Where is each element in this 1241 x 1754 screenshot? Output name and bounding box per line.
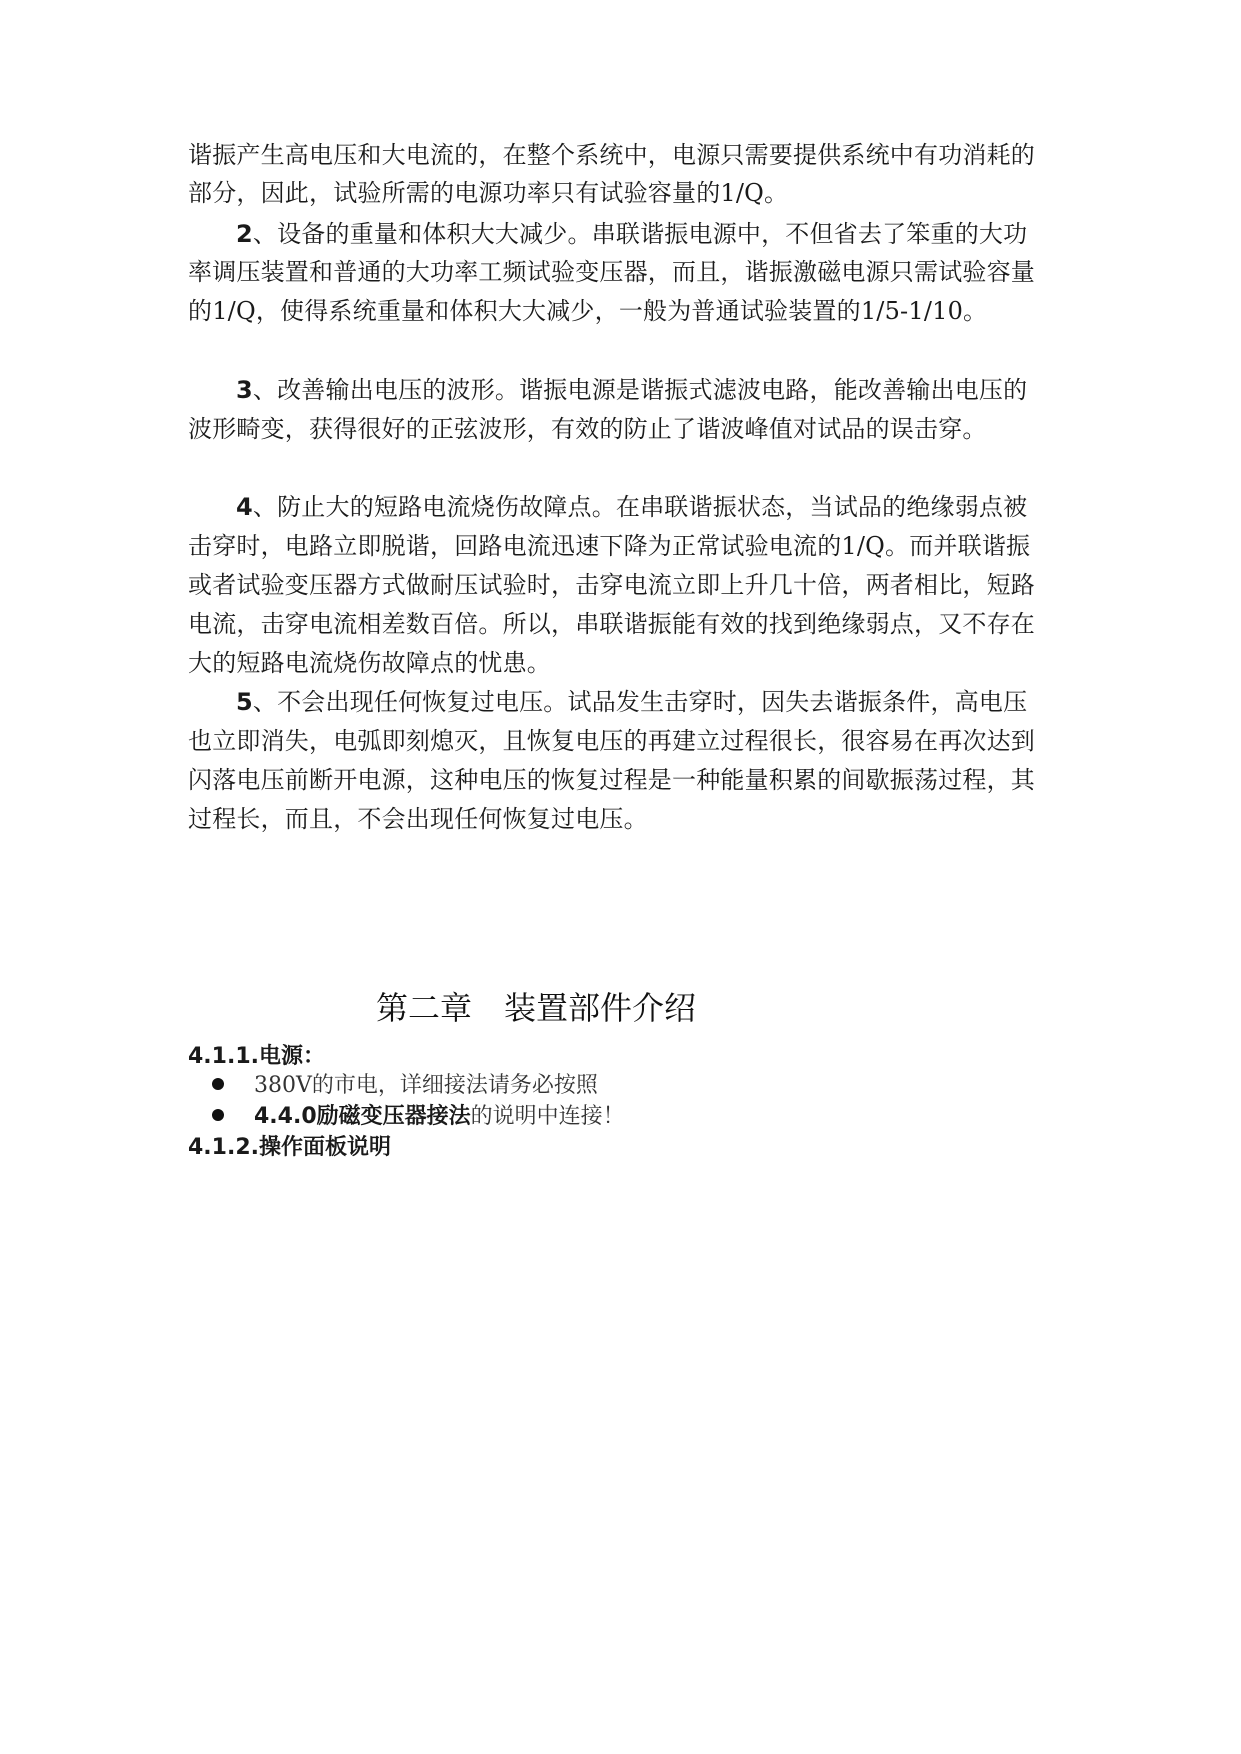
paragraph-line: 谐振产生高电压和大电流的，在整个系统中，电源只需要提供系统中有功消耗的 [188, 141, 1035, 169]
paragraph-line [236, 687, 1027, 717]
paragraph-line: 大的短路电流烧伤故障点的忧患。 [188, 649, 551, 677]
paragraph-text: 、设备的重量和体积大大减少。串联谐振电源中，不但省去了笨重的大功 [252, 220, 1028, 248]
item-number: 4 [236, 493, 253, 521]
paragraph-text: 、改善输出电压的波形。谐振电源是谐振式滤波电路，能改善输出电压的 [252, 376, 1028, 404]
paragraph-line: 击穿时，电路立即脱谐，回路电流迅速下降为正常试验电流的1/Q。而并联谐振 [188, 532, 1031, 560]
list-item-text: 380V的市电，详细接法请务必按照 [254, 1073, 598, 1098]
paragraph-line [236, 375, 1027, 405]
paragraph-text: 、不会出现任何恢复过电压。试品发生击穿时，因失去谐振条件，高电压 [252, 688, 1028, 716]
paragraph-line [236, 492, 1027, 522]
list-item [212, 1103, 625, 1131]
list-item [212, 1072, 598, 1100]
paragraph-line: 闪落电压前断开电源，这种电压的恢复过程是一种能量积累的间歇振荡过程，其 [188, 766, 1035, 794]
paragraph-line: 部分，因此，试验所需的电源功率只有试验容量的1/Q。 [188, 179, 789, 207]
paragraph-line: 或者试验变压器方式做耐压试验时，击穿电流立即上升几十倍，两者相比，短路 [188, 571, 1035, 599]
paragraph-line: 的1/Q，使得系统重量和体积大大减少，一般为普通试验装置的1/5-1/10。 [188, 297, 988, 325]
paragraph-line: 波形畸变，获得很好的正弦波形，有效的防止了谐波峰值对试品的误击穿。 [188, 415, 987, 443]
item-number: 2 [236, 220, 253, 248]
list-item-reference: 4.4.0励磁变压器接法 [254, 1104, 471, 1129]
bullet-icon [212, 1109, 224, 1121]
list-item-text: 的说明中连接！ [470, 1104, 625, 1129]
paragraph-line: 也立即消失，电弧即刻熄灭，且恢复电压的再建立过程很长，很容易在再次达到 [188, 727, 1035, 755]
item-number: 3 [236, 376, 253, 404]
bullet-icon [212, 1078, 224, 1090]
paragraph-line: 电流，击穿电流相差数百倍。所以，串联谐振能有效的找到绝缘弱点，又不存在 [188, 610, 1035, 638]
paragraph-line: 过程长，而且，不会出现任何恢复过电压。 [188, 805, 648, 833]
paragraph-line: 率调压装置和普通的大功率工频试验变压器，而且，谐振激磁电源只需试验容量 [188, 258, 1035, 286]
paragraph-line [236, 219, 1027, 249]
paragraph-text: 、防止大的短路电流烧伤故障点。在串联谐振状态，当试品的绝缘弱点被 [252, 493, 1028, 521]
chapter-title: 第二章 装置部件介绍 [376, 989, 697, 1027]
item-number: 5 [236, 688, 253, 716]
section-heading: 4.1.2.操作面板说明 [188, 1135, 391, 1160]
section-heading: 4.1.1.电源： [188, 1044, 325, 1069]
